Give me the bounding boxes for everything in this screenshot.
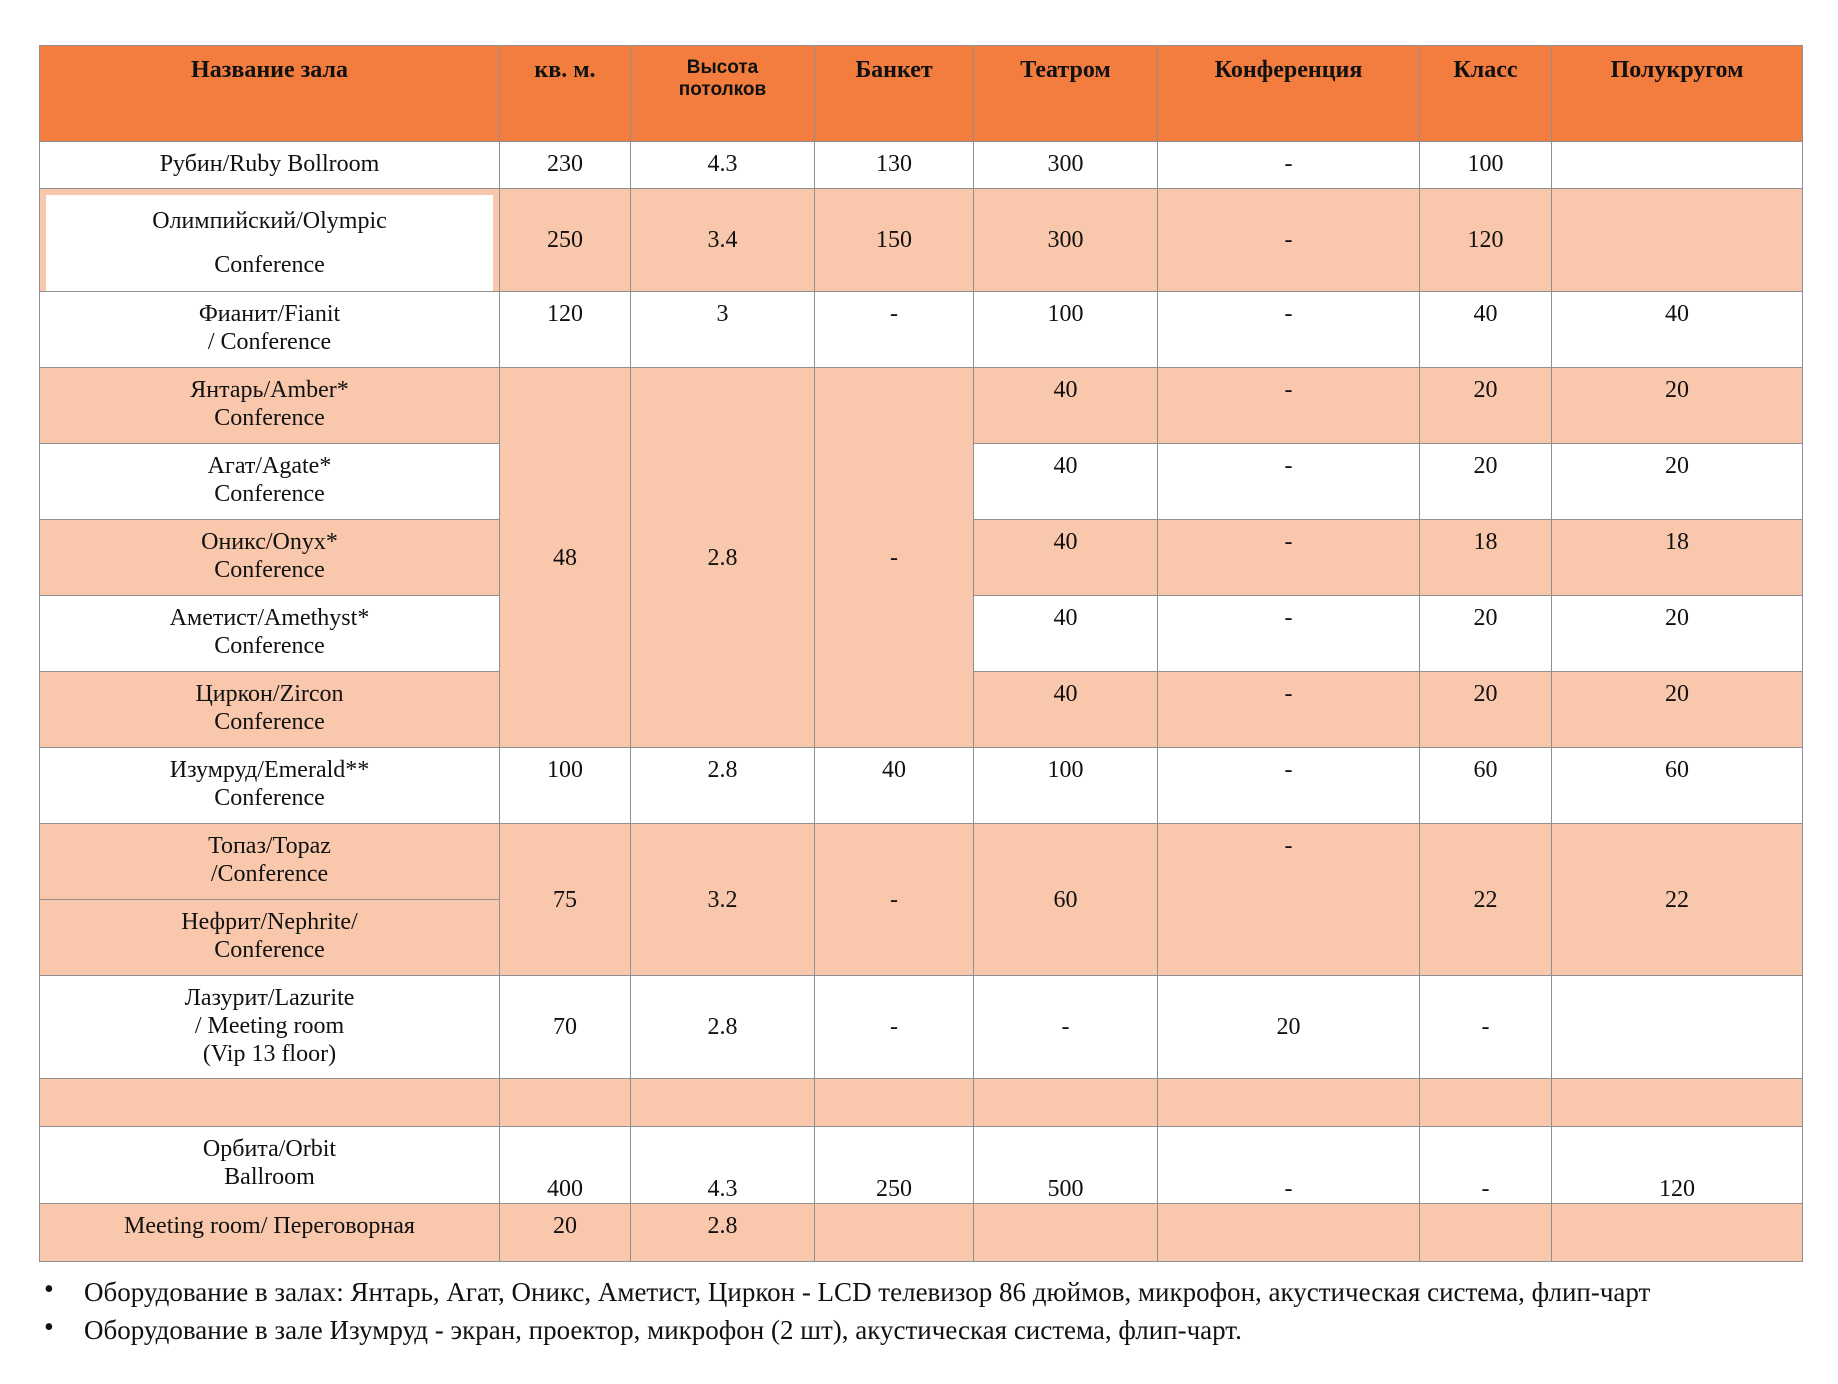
hall-name bbox=[40, 444, 500, 520]
hall-name-line2: Conference bbox=[214, 937, 325, 963]
header-ceiling-height bbox=[631, 46, 815, 142]
hall-name-line2: / Conference bbox=[207, 329, 332, 355]
theatre-cell: 40 bbox=[974, 444, 1158, 520]
theatre-cell: 40 bbox=[974, 520, 1158, 596]
hall-name-line1: Янтарь/Amber* bbox=[190, 377, 349, 403]
class-cell: 100 bbox=[1420, 142, 1552, 189]
table-row-emerald bbox=[40, 748, 1803, 824]
hall-name bbox=[40, 748, 500, 824]
empty-cell bbox=[500, 1079, 631, 1127]
table-row-topaz bbox=[40, 824, 1803, 900]
header-hall-name: Название зала bbox=[40, 46, 500, 142]
empty-cell bbox=[40, 1079, 500, 1127]
class-cell: 18 bbox=[1420, 520, 1552, 596]
semicircle-cell: 20 bbox=[1552, 444, 1803, 520]
conference-cell: - bbox=[1158, 189, 1420, 292]
height-cell: 4.3 bbox=[631, 142, 815, 189]
table-row-empty bbox=[40, 1079, 1803, 1127]
header-semicircle: Полукругом bbox=[1552, 46, 1803, 142]
area-cell: 230 bbox=[500, 142, 631, 189]
hall-name bbox=[40, 1127, 500, 1204]
height-cell: 3 bbox=[631, 292, 815, 368]
table-row-meeting-room bbox=[40, 1204, 1803, 1262]
hall-name-line1: Аметист/Amethyst* bbox=[169, 605, 370, 631]
class-cell: 120 bbox=[1420, 189, 1552, 292]
hall-name bbox=[40, 596, 500, 672]
table-row-ruby bbox=[40, 142, 1803, 189]
area-cell: 120 bbox=[500, 292, 631, 368]
conference-cell: - bbox=[1158, 520, 1420, 596]
conference-cell: - bbox=[1158, 748, 1420, 824]
hall-name-line2: Conference bbox=[214, 557, 325, 583]
height-cell-group: 2.8 bbox=[631, 368, 815, 748]
header-theatre: Театром bbox=[974, 46, 1158, 142]
semicircle-cell: 40 bbox=[1552, 292, 1803, 368]
empty-cell bbox=[1420, 1079, 1552, 1127]
class-cell: 20 bbox=[1420, 596, 1552, 672]
class-cell: 20 bbox=[1420, 368, 1552, 444]
header-row bbox=[40, 46, 1803, 142]
area-cell-group: 48 bbox=[500, 368, 631, 748]
empty-cell bbox=[815, 1079, 974, 1127]
hall-name-line2: Ballroom bbox=[224, 1164, 315, 1190]
header-height-line1: Высота bbox=[686, 57, 759, 78]
hall-name: Рубин/Ruby Bollroom bbox=[40, 142, 500, 189]
halls-capacity-table bbox=[39, 45, 1803, 1262]
hall-name-line2: /Conference bbox=[210, 861, 329, 887]
area-cell: 400 bbox=[500, 1127, 631, 1204]
table-row-lazurite bbox=[40, 976, 1803, 1079]
hall-name bbox=[40, 292, 500, 368]
table-row-amber bbox=[40, 368, 1803, 444]
height-cell-group: 3.2 bbox=[631, 824, 815, 976]
banquet-cell-group: - bbox=[815, 824, 974, 976]
area-cell-group: 75 bbox=[500, 824, 631, 976]
bullet-icon: • bbox=[44, 1312, 54, 1343]
class-cell: 40 bbox=[1420, 292, 1552, 368]
area-cell: 100 bbox=[500, 748, 631, 824]
theatre-cell: 300 bbox=[974, 142, 1158, 189]
theatre-cell: 300 bbox=[974, 189, 1158, 292]
area-cell: 20 bbox=[500, 1204, 631, 1262]
hall-name-line1: Топаз/Topaz bbox=[208, 833, 331, 859]
hall-name bbox=[40, 189, 500, 292]
table-row-olympic bbox=[40, 189, 1803, 292]
area-cell: 70 bbox=[500, 976, 631, 1079]
empty-cell bbox=[974, 1079, 1158, 1127]
equipment-notes bbox=[44, 1273, 1650, 1349]
theatre-cell: 100 bbox=[974, 292, 1158, 368]
banquet-cell: - bbox=[815, 292, 974, 368]
hall-name-line2: Conference bbox=[214, 405, 325, 431]
conference-cell: - bbox=[1158, 444, 1420, 520]
banquet-cell: 250 bbox=[815, 1127, 974, 1204]
conference-cell: - bbox=[1158, 368, 1420, 444]
hall-name bbox=[40, 976, 500, 1079]
class-cell: 20 bbox=[1420, 672, 1552, 748]
empty-cell bbox=[631, 1079, 815, 1127]
conference-cell bbox=[1158, 1204, 1420, 1262]
banquet-cell-group: - bbox=[815, 368, 974, 748]
hall-name-line1: Фианит/Fianit bbox=[198, 301, 341, 327]
note-item bbox=[44, 1273, 1650, 1311]
semicircle-cell bbox=[1552, 1204, 1803, 1262]
hall-name-line2: Conference bbox=[214, 785, 325, 811]
hall-name-line1: Олимпийский/Olympic bbox=[152, 208, 387, 234]
table-row-orbit bbox=[40, 1127, 1803, 1204]
semicircle-cell: 20 bbox=[1552, 596, 1803, 672]
hall-name bbox=[40, 672, 500, 748]
conference-cell: - bbox=[1158, 596, 1420, 672]
header-banquet: Банкет bbox=[815, 46, 974, 142]
hall-name: Meeting room/ Переговорная bbox=[40, 1204, 500, 1262]
table-row-fianit bbox=[40, 292, 1803, 368]
theatre-cell: - bbox=[974, 976, 1158, 1079]
height-cell: 2.8 bbox=[631, 748, 815, 824]
banquet-cell: 40 bbox=[815, 748, 974, 824]
height-cell: 2.8 bbox=[631, 1204, 815, 1262]
theatre-cell: 40 bbox=[974, 368, 1158, 444]
height-cell: 2.8 bbox=[631, 976, 815, 1079]
theatre-cell: 40 bbox=[974, 672, 1158, 748]
banquet-cell: - bbox=[815, 976, 974, 1079]
hall-name-line2: Conference bbox=[214, 633, 325, 659]
header-area: кв. м. bbox=[500, 46, 631, 142]
semicircle-cell bbox=[1552, 142, 1803, 189]
semicircle-cell bbox=[1552, 189, 1803, 292]
banquet-cell: 150 bbox=[815, 189, 974, 292]
banquet-cell: 130 bbox=[815, 142, 974, 189]
class-cell: - bbox=[1420, 976, 1552, 1079]
empty-cell bbox=[1158, 1079, 1420, 1127]
hall-name-line2: / Meeting room bbox=[194, 1013, 345, 1039]
hall-name-line3: (Vip 13 floor) bbox=[202, 1041, 337, 1067]
hall-name-line2: Conference bbox=[214, 252, 325, 278]
empty-cell bbox=[1552, 1079, 1803, 1127]
conference-cell: - bbox=[1158, 1127, 1420, 1204]
header-conference: Конференция bbox=[1158, 46, 1420, 142]
hall-name bbox=[40, 368, 500, 444]
theatre-cell bbox=[974, 1204, 1158, 1262]
area-cell: 250 bbox=[500, 189, 631, 292]
note-text: Оборудование в зале Изумруд - экран, проектор, микрофон (2 шт), акустическая система, флип-чарт. bbox=[84, 1315, 1242, 1345]
semicircle-cell-group: 22 bbox=[1552, 824, 1803, 976]
header-height-line2: потолков bbox=[678, 79, 767, 100]
theatre-cell: 40 bbox=[974, 596, 1158, 672]
conference-cell: - bbox=[1158, 142, 1420, 189]
hall-name-line2: Conference bbox=[214, 481, 325, 507]
height-cell: 4.3 bbox=[631, 1127, 815, 1204]
conference-cell: 20 bbox=[1158, 976, 1420, 1079]
class-cell bbox=[1420, 1204, 1552, 1262]
note-item bbox=[44, 1311, 1650, 1349]
conference-cell: - bbox=[1158, 672, 1420, 748]
hall-name-line1: Нефрит/Nephrite/ bbox=[181, 909, 358, 935]
class-cell: - bbox=[1420, 1127, 1552, 1204]
theatre-cell: 500 bbox=[974, 1127, 1158, 1204]
hall-name-line2: Conference bbox=[214, 709, 325, 735]
conference-cell: - bbox=[1158, 292, 1420, 368]
class-cell: 20 bbox=[1420, 444, 1552, 520]
banquet-cell bbox=[815, 1204, 974, 1262]
hall-name bbox=[40, 900, 500, 976]
hall-name-line1: Циркон/Zircon bbox=[195, 681, 344, 707]
semicircle-cell: 20 bbox=[1552, 368, 1803, 444]
hall-name bbox=[40, 824, 500, 900]
theatre-cell-group: 60 bbox=[974, 824, 1158, 976]
height-cell: 3.4 bbox=[631, 189, 815, 292]
conference-cell-group: - bbox=[1158, 824, 1420, 976]
semicircle-cell: 18 bbox=[1552, 520, 1803, 596]
semicircle-cell: 20 bbox=[1552, 672, 1803, 748]
semicircle-cell: 120 bbox=[1552, 1127, 1803, 1204]
hall-name-line1: Орбита/Orbit bbox=[202, 1136, 337, 1162]
hall-name-line1: Оникс/Onyx* bbox=[201, 529, 338, 555]
note-text: Оборудование в залах: Янтарь, Агат, Оникс, Аметист, Циркон - LCD телевизор 86 дюймов, микрофон, акустическая система, флип-чарт bbox=[84, 1277, 1651, 1307]
hall-name-line1: Изумруд/Emerald** bbox=[169, 757, 370, 783]
hall-name bbox=[40, 520, 500, 596]
theatre-cell: 100 bbox=[974, 748, 1158, 824]
header-class: Класс bbox=[1420, 46, 1552, 142]
semicircle-cell: 60 bbox=[1552, 748, 1803, 824]
class-cell: 60 bbox=[1420, 748, 1552, 824]
hall-name-line1: Агат/Agate* bbox=[207, 453, 332, 479]
class-cell-group: 22 bbox=[1420, 824, 1552, 976]
bullet-icon: • bbox=[44, 1274, 54, 1305]
semicircle-cell bbox=[1552, 976, 1803, 1079]
hall-name-line1: Лазурит/Lazurite bbox=[184, 985, 355, 1011]
